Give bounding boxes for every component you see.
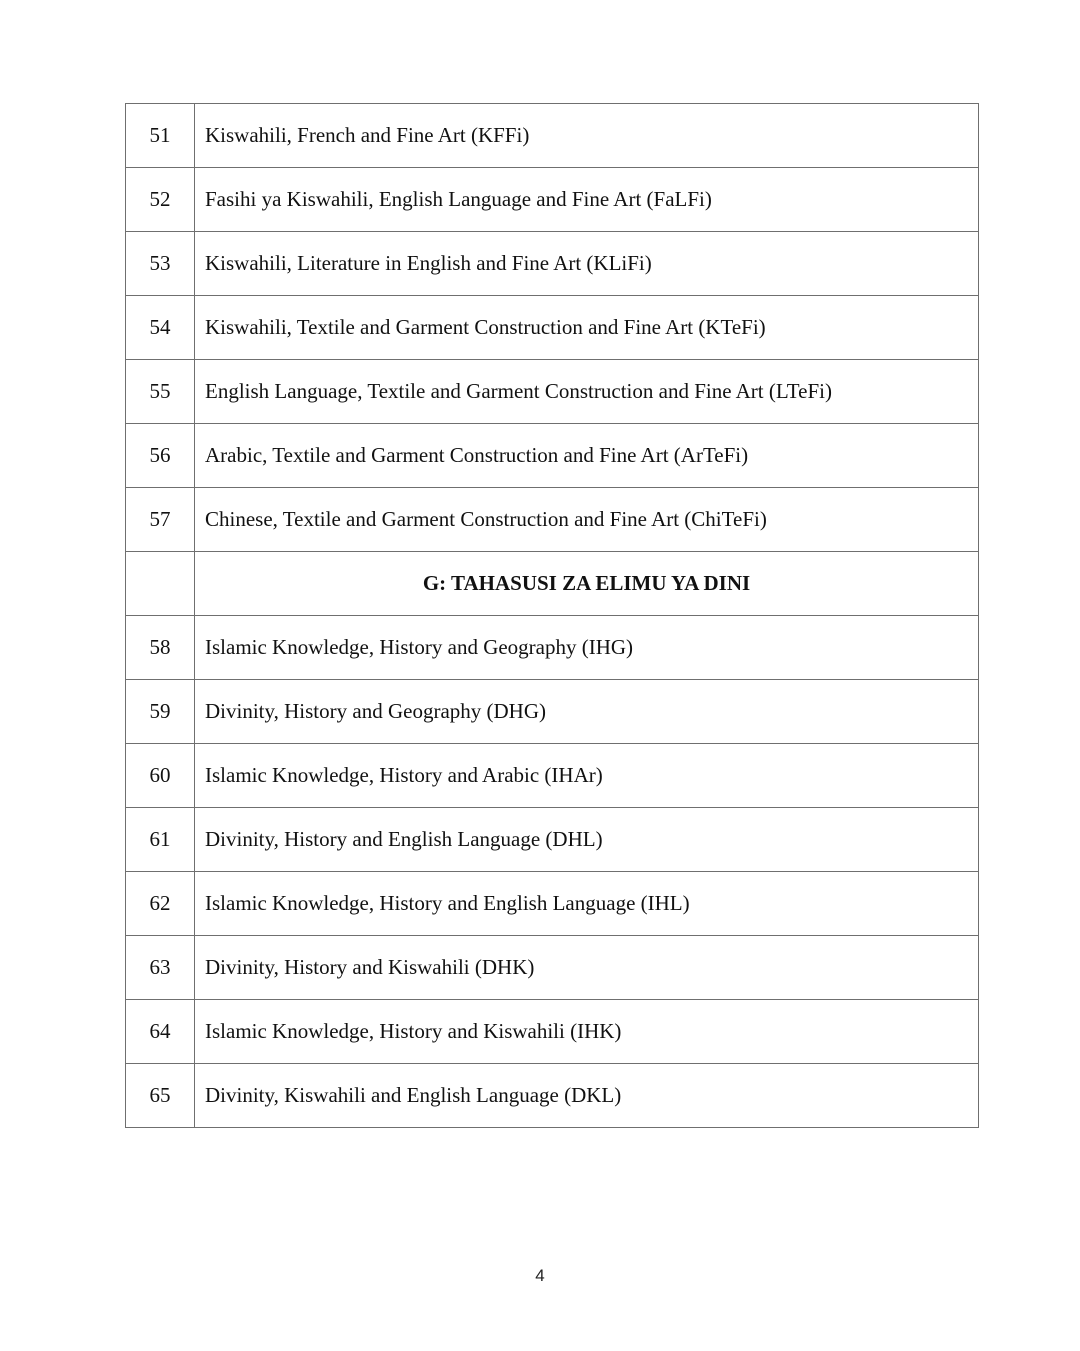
- section-heading-row: [126, 552, 979, 616]
- row-number: 53: [126, 232, 195, 296]
- table-row: [126, 744, 979, 808]
- row-number: 57: [126, 488, 195, 552]
- combination-name: Islamic Knowledge, History and English Language (IHL): [195, 872, 979, 936]
- table-row: [126, 1064, 979, 1128]
- combination-name: Kiswahili, Textile and Garment Construction and Fine Art (KTeFi): [195, 296, 979, 360]
- row-number: 64: [126, 1000, 195, 1064]
- subject-combinations-table: [125, 103, 979, 1128]
- row-number: 56: [126, 424, 195, 488]
- table-row: [126, 488, 979, 552]
- combination-name: Divinity, History and English Language (DHL): [195, 808, 979, 872]
- row-number: 54: [126, 296, 195, 360]
- combination-name: Islamic Knowledge, History and Arabic (IHAr): [195, 744, 979, 808]
- table-row: [126, 104, 979, 168]
- row-number: 55: [126, 360, 195, 424]
- section-heading: G: TAHASUSI ZA ELIMU YA DINI: [195, 552, 979, 616]
- table-row: [126, 168, 979, 232]
- combination-name: Islamic Knowledge, History and Geography (IHG): [195, 616, 979, 680]
- row-number: 59: [126, 680, 195, 744]
- table-row: [126, 360, 979, 424]
- combination-name: English Language, Textile and Garment Construction and Fine Art (LTeFi): [195, 360, 979, 424]
- table-row: [126, 1000, 979, 1064]
- combination-name: Kiswahili, Literature in English and Fine Art (KLiFi): [195, 232, 979, 296]
- table-row: [126, 232, 979, 296]
- row-number: 51: [126, 104, 195, 168]
- page-number: 4: [535, 1266, 545, 1285]
- combination-name: Chinese, Textile and Garment Construction and Fine Art (ChiTeFi): [195, 488, 979, 552]
- combination-name: Divinity, History and Geography (DHG): [195, 680, 979, 744]
- row-number: 52: [126, 168, 195, 232]
- row-number: 62: [126, 872, 195, 936]
- row-number: 61: [126, 808, 195, 872]
- table-row: [126, 616, 979, 680]
- combination-name: Fasihi ya Kiswahili, English Language and Fine Art (FaLFi): [195, 168, 979, 232]
- table-row: [126, 296, 979, 360]
- combination-name: Islamic Knowledge, History and Kiswahili (IHK): [195, 1000, 979, 1064]
- table-row: [126, 424, 979, 488]
- table-row: [126, 808, 979, 872]
- combination-name: Kiswahili, French and Fine Art (KFFi): [195, 104, 979, 168]
- combination-name: Arabic, Textile and Garment Construction and Fine Art (ArTeFi): [195, 424, 979, 488]
- row-number: 63: [126, 936, 195, 1000]
- table-row: [126, 680, 979, 744]
- row-number: 58: [126, 616, 195, 680]
- table-row: [126, 872, 979, 936]
- row-number: 65: [126, 1064, 195, 1128]
- row-number: [126, 552, 195, 616]
- row-number: 60: [126, 744, 195, 808]
- combination-name: Divinity, Kiswahili and English Language (DKL): [195, 1064, 979, 1128]
- combination-name: Divinity, History and Kiswahili (DHK): [195, 936, 979, 1000]
- table-row: [126, 936, 979, 1000]
